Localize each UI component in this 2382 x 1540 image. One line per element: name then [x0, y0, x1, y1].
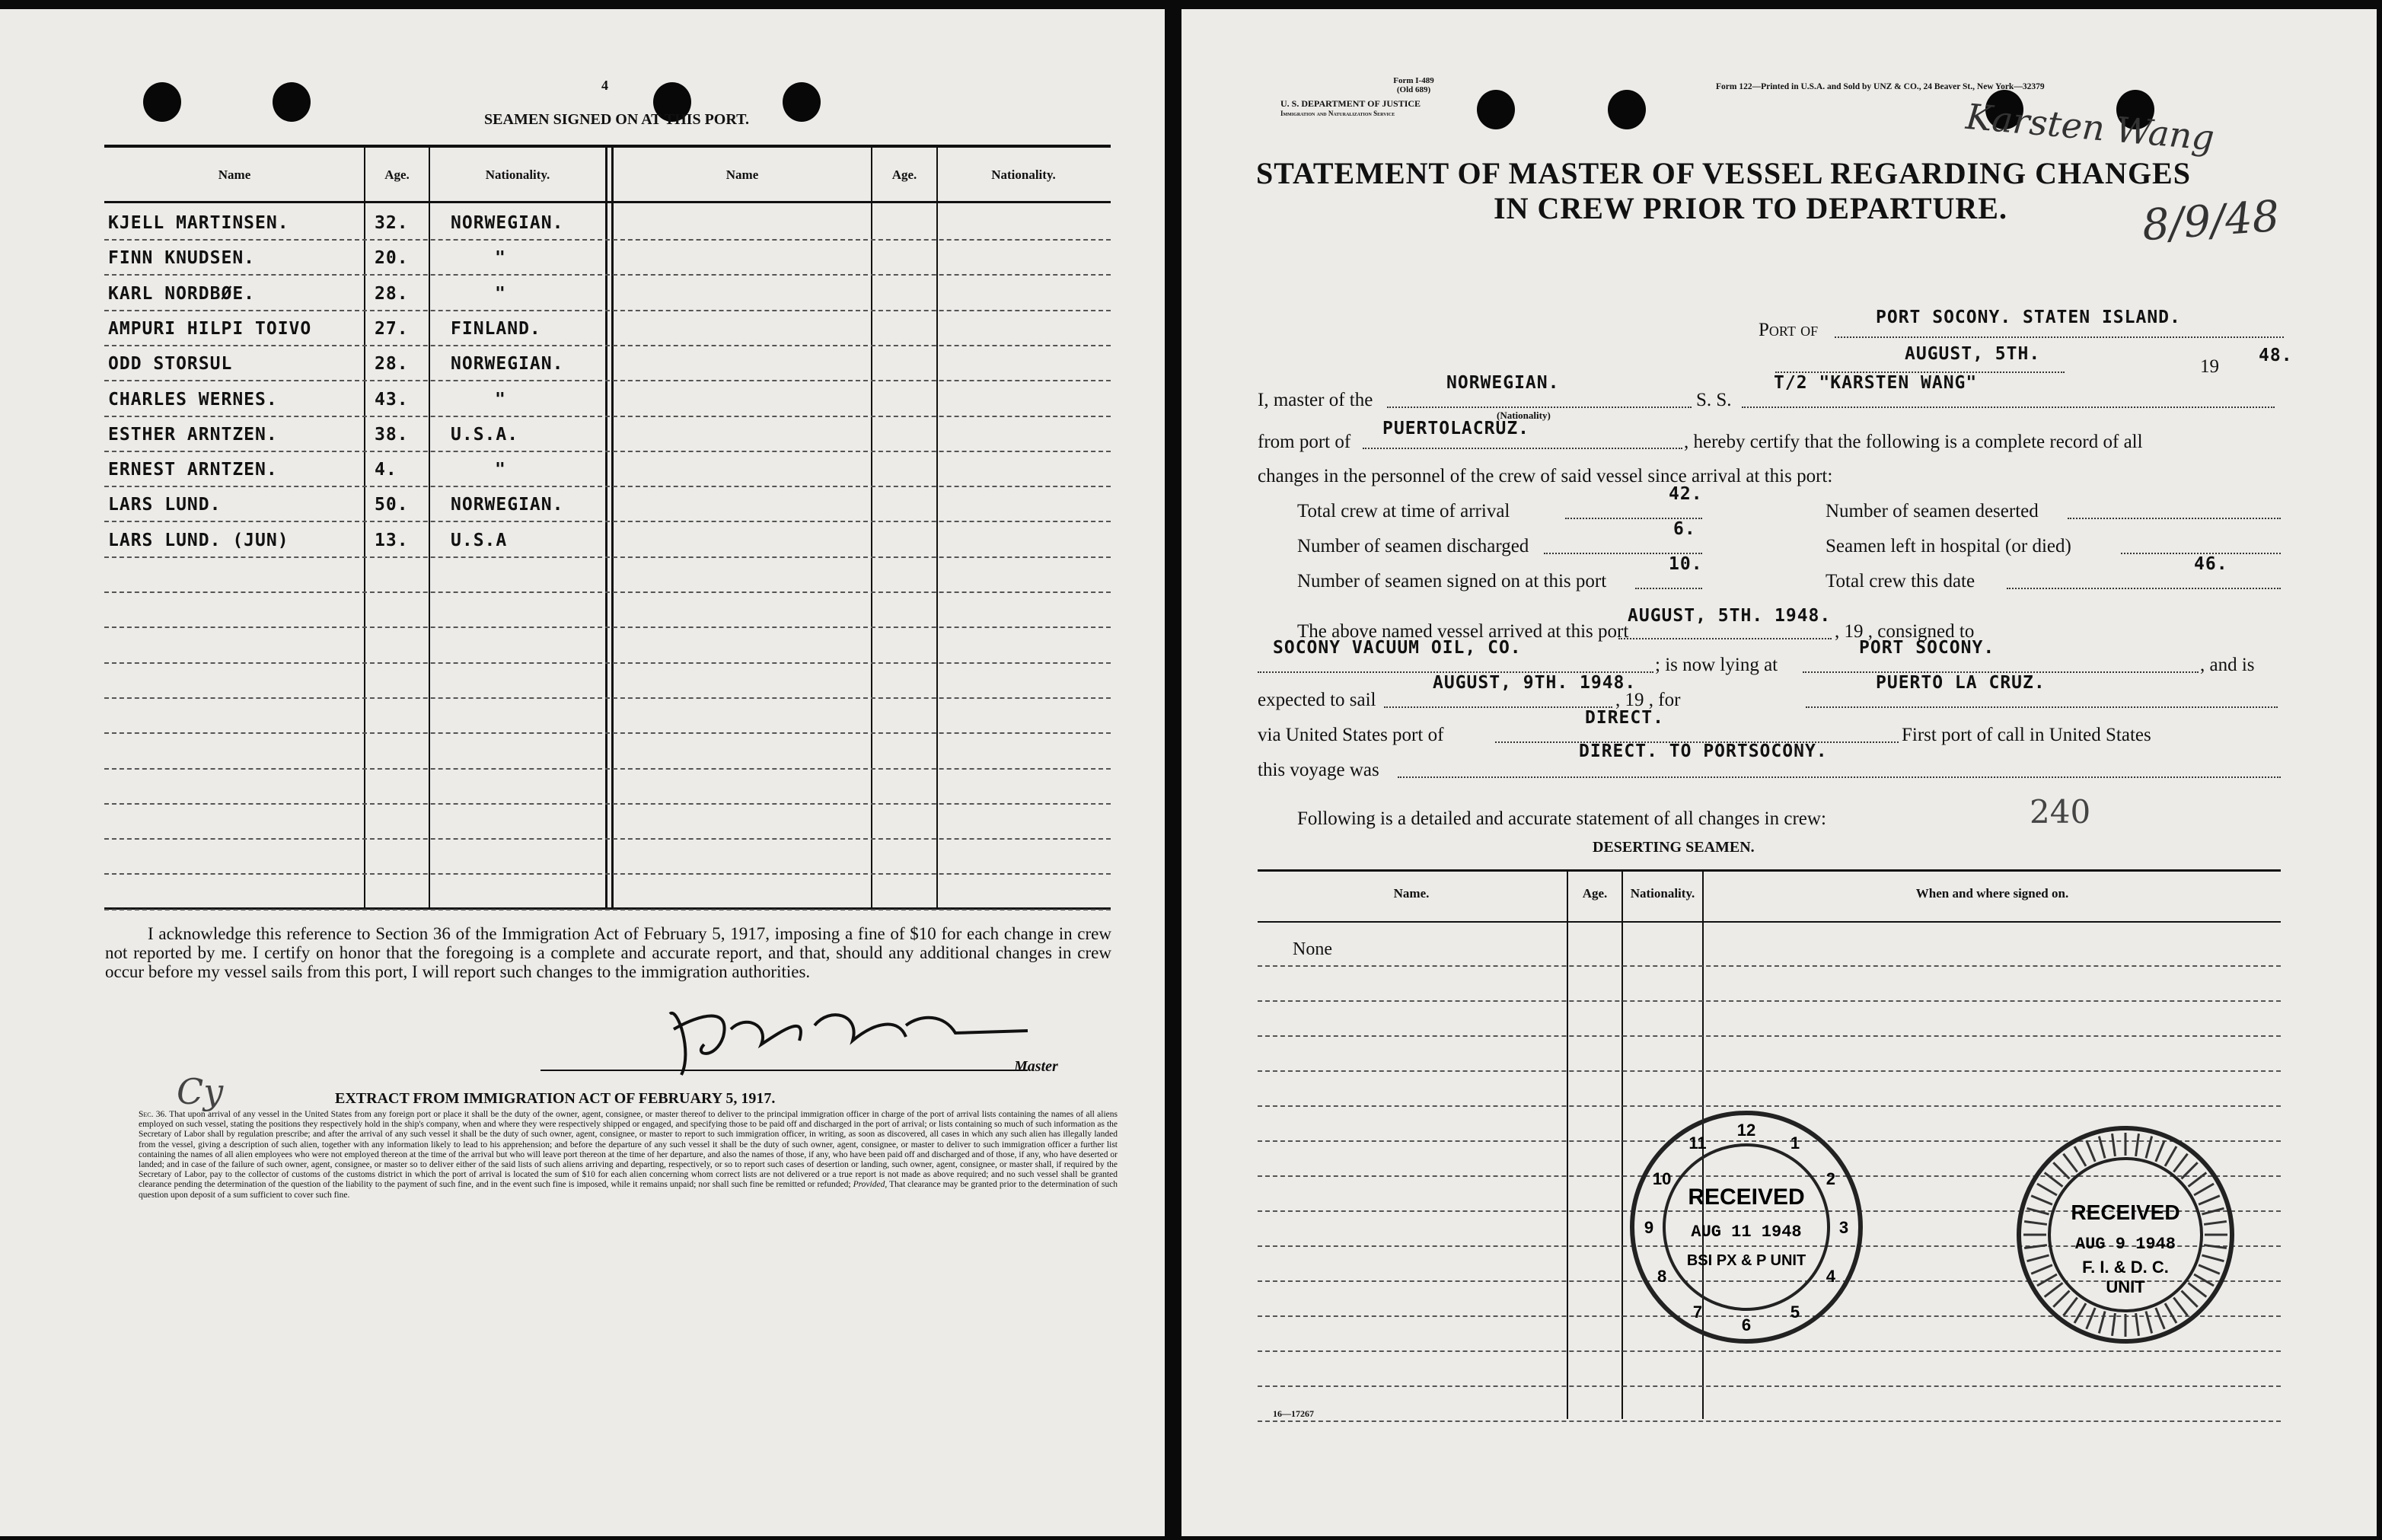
port-of-value: PORT SOCONY. STATEN ISLAND.: [1876, 308, 2181, 327]
row-rule: [104, 873, 1111, 875]
stamp-tick: [2063, 1298, 2077, 1316]
fill-line: [1384, 706, 1612, 708]
stamp2-received: RECEIVED: [2071, 1200, 2180, 1224]
expected-label: expected to sail: [1258, 690, 1376, 710]
row-rule: [104, 591, 1111, 593]
hospital-label: Seamen left in hospital (or died): [1826, 536, 2071, 556]
via-value: DIRECT.: [1585, 708, 1664, 728]
handwritten-date: 8/9/48: [2140, 191, 2282, 251]
total-today-value: 46.: [2194, 554, 2228, 574]
stamp-tick: [2146, 1137, 2152, 1159]
stamp-tick: [2199, 1196, 2220, 1204]
form-number-block: [1357, 76, 1471, 94]
service: Immigration and Naturalization Service: [1280, 110, 1395, 117]
seamen-signed-title: SEAMEN SIGNED ON AT THIS PORT.: [484, 111, 749, 128]
deserting-header-rule: [1258, 921, 2281, 923]
crew-nationality: U.S.A: [451, 530, 508, 550]
row-rule: [104, 451, 1111, 452]
crew-age: 4.: [375, 460, 397, 480]
punch-hole: [143, 82, 181, 122]
column-divider: [1567, 871, 1568, 1419]
column-divider: [936, 146, 938, 909]
extract-tail: That clearance may be granted prior to the determination of such question upon deposit of a sum sufficient to cover such fine.: [139, 1180, 1118, 1200]
deserted-label: Number of seamen deserted: [1826, 501, 2039, 521]
fill-line: [1635, 588, 1702, 589]
row-rule: [1258, 1385, 2281, 1387]
row-rule: [104, 627, 1111, 628]
crew-name: ERNEST ARNTZEN.: [108, 460, 278, 480]
stamp-tick: [2204, 1245, 2227, 1248]
deserting-header-name: Name.: [1393, 886, 1430, 901]
stamp1-unit: BSI PX & P UNIT: [1686, 1252, 1806, 1269]
crew-name: LARS LUND. (JUN): [108, 530, 289, 550]
stamp-clock-number: 5: [1790, 1302, 1800, 1322]
right-page: [1181, 9, 2377, 1536]
column-divider: [871, 146, 872, 909]
stamp-tick: [2063, 1154, 2077, 1172]
port-of-label: Port of: [1759, 320, 1819, 340]
stamp-tick: [2202, 1255, 2224, 1261]
fill-line: [1835, 336, 2284, 338]
ss-label: S. S.: [1696, 390, 1732, 410]
row-rule: [1258, 965, 2281, 967]
arrived-value: AUGUST, 5TH. 1948.: [1628, 606, 1832, 626]
fill-line: [1363, 448, 1682, 449]
row-rule: [1258, 1070, 2281, 1072]
stamp-tick: [2165, 1146, 2176, 1166]
fill-line: [1742, 407, 2275, 408]
fill-line: [1806, 706, 2278, 708]
stamp-tick: [2024, 1245, 2047, 1248]
stamp-tick: [2087, 1140, 2095, 1162]
stamp-clock-number: 2: [1826, 1169, 1835, 1188]
department-block: [1280, 99, 1421, 119]
footer-code: 16—17267: [1273, 1408, 1314, 1419]
stamp-tick: [2204, 1222, 2227, 1225]
stamp-tick: [2053, 1162, 2069, 1178]
stamp-clock-number: 11: [1688, 1133, 1707, 1153]
deserting-top-rule: [1258, 869, 2281, 872]
stamp-tick: [2194, 1184, 2214, 1195]
header-name: Name: [218, 167, 251, 182]
extract-body: [139, 1110, 1118, 1200]
from-port-label: from port of: [1258, 432, 1351, 452]
crew-age: 20.: [375, 248, 409, 269]
following-text: Following is a detailed and accurate statement of all changes in crew:: [1297, 808, 1826, 829]
row-rule: [1258, 1000, 2281, 1002]
stamp-tick: [2199, 1265, 2220, 1274]
row-rule: [104, 310, 1111, 311]
form-title-line1: STATEMENT OF MASTER OF VESSEL REGARDING CHANGES: [1256, 156, 2191, 190]
crew-name: ODD STORSUL: [108, 354, 233, 375]
fill-line: [1398, 776, 2281, 778]
fill-line: [1387, 407, 1692, 408]
crew-age: 50.: [375, 495, 409, 515]
for-value: PUERTO LA CRUZ.: [1876, 673, 2046, 693]
stamp2-unit-line1: F. I. & D. C.: [2082, 1258, 2169, 1277]
from-port-value: PUERTOLACRUZ.: [1382, 419, 1530, 438]
stamp-tick: [2045, 1283, 2063, 1296]
column-divider: [364, 146, 365, 909]
stamp-clock-number: 10: [1652, 1169, 1672, 1188]
nationality-caption: (Nationality): [1497, 410, 1551, 421]
master-signature: [540, 984, 1096, 1090]
row-rule: [104, 909, 1111, 910]
stamp-tick: [2099, 1137, 2105, 1159]
total-arrival-label: Total crew at time of arrival: [1297, 501, 1510, 521]
nationality-value: NORWEGIAN.: [1446, 373, 1560, 393]
date-value: AUGUST, 5TH.: [1905, 344, 2041, 364]
crew-name: CHARLES WERNES.: [108, 389, 278, 410]
crew-name: FINN KNUDSEN.: [108, 248, 256, 269]
crew-age: 27.: [375, 318, 409, 339]
stamp-tick: [2027, 1208, 2049, 1214]
row-rule: [104, 345, 1111, 346]
row-rule: [104, 803, 1111, 805]
crew-age: 28.: [375, 354, 409, 375]
stamp-tick: [2136, 1313, 2139, 1336]
deserting-none: None: [1293, 939, 1332, 959]
margin-note: Cy: [177, 1071, 224, 1112]
stamp-tick: [2024, 1222, 2047, 1225]
row-rule: [104, 838, 1111, 840]
crew-nationality: U.S.A.: [451, 424, 519, 445]
stamp-tick: [2189, 1172, 2207, 1186]
crew-age: 43.: [375, 389, 409, 410]
header-nationality: Nationality.: [485, 167, 550, 182]
crew-nationality: NORWEGIAN.: [451, 213, 564, 233]
crew-name: KJELL MARTINSEN.: [108, 213, 289, 233]
deserting-header-nationality: Nationality.: [1630, 886, 1695, 901]
consigned-text: , 19 , consigned to: [1835, 621, 1975, 642]
signed-value: 10.: [1669, 554, 1703, 574]
crew-age: 38.: [375, 424, 409, 445]
via-label: via United States port of: [1258, 725, 1444, 745]
lying-label: ; is now lying at: [1655, 655, 1778, 675]
certify-text: , hereby certify that the following is a complete record of all: [1684, 432, 2143, 452]
fill-line: [2007, 588, 2281, 589]
crew-nationality: ": [495, 283, 506, 304]
stamp-tick: [2113, 1313, 2116, 1336]
voyage-value: DIRECT. TO PORTSOCONY.: [1579, 741, 1828, 761]
form-old-number: (Old 689): [1396, 85, 1431, 94]
signed-label: Number of seamen signed on at this port: [1297, 571, 1607, 591]
crew-age: 28.: [375, 283, 409, 304]
form-number: Form I-489: [1393, 76, 1434, 85]
form-title-line2: IN CREW PRIOR TO DEPARTURE.: [1494, 191, 2007, 225]
stamp-tick: [2027, 1255, 2049, 1261]
stamp-clock-number: 7: [1692, 1302, 1703, 1322]
year-value: 48.: [2259, 346, 2293, 365]
table-header-rule: [104, 201, 1111, 203]
stamp-tick: [2037, 1274, 2057, 1286]
stamp-tick: [2087, 1308, 2095, 1329]
discharged-label: Number of seamen discharged: [1297, 536, 1529, 556]
handwritten-name: Karsten Wang: [1964, 95, 2216, 159]
stamp-tick: [2053, 1291, 2069, 1307]
row-rule: [104, 521, 1111, 522]
stamp-clock-number: 3: [1838, 1218, 1849, 1237]
deserting-header-age: Age.: [1582, 886, 1608, 901]
row-rule: [104, 380, 1111, 381]
master-of-label: I, master of the: [1258, 390, 1373, 410]
crew-name: KARL NORDBØE.: [108, 283, 256, 304]
voyage-label: this voyage was: [1258, 760, 1379, 780]
stamp-tick: [2099, 1311, 2105, 1333]
stamp-clock-number: 4: [1826, 1267, 1835, 1286]
extract-text: That upon arrival of any vessel in the United States from any foreign port or place it shall be the duty of the owner, agent, consignee, or master thereof to deliver to the principal immigration officer in charge of the port of arrival lists containing the names of all aliens employed on such vessel, stating the positions they respectively hold in the ship's company, when and where they were respectively shipped or engaged, and specifying those to be paid off and discharged in the port of arrival; or lists containing so much of such information as the Secretary of Labor shall by regulation prescribe; and after the arrival of any such vessel it shall be the duty of such owner, agent, consignee, or master to report to such immigration officer, in writing, as soon as discovered, all cases in which any such alien has illegally landed from the vessel, giving a description of such alien, together with any information likely to lead to his apprehension; and before the departure of any such vessel it shall be the duty of such owner, agent, consignee, or master to deliver to such immigration officer a further list containing the names of all alien employees who were not employed thereon at the time of the arrival but who will leave port thereon at the time of her departure, and also the names of those, if any, who have been paid off and discharged and of those, if any, who have deserted or landed; and in case of the failure of such owner, agent, consignee, or master so to deliver either of the said lists of such aliens arriving and departing, respectively, or so to report such cases of desertion or landing, such owner, agent, consignee, or master shall, if required by the Secretary of Labor, pay to the collector of customs of the customs district in which the port of arrival is located the sum of $10 for each alien concerning whom correct lists are not delivered or a true report is not made as above required; and no such vessel shall be granted clearance pending the determination of the question of the liability to the payment of such fine, and in the event such fine is imposed, while it remains unpaid; nor shall such fine be remitted or refunded;: [139, 1110, 1118, 1190]
discharged-value: 6.: [1673, 519, 1696, 539]
expected-value: AUGUST, 9TH. 1948.: [1433, 673, 1637, 693]
stamp-tick: [2182, 1291, 2198, 1307]
row-rule: [104, 274, 1111, 276]
total-arrival-value: 42.: [1669, 484, 1703, 504]
total-today-label: Total crew this date: [1826, 571, 1975, 591]
row-rule: [104, 732, 1111, 734]
stamp-clock-number: 12: [1736, 1121, 1756, 1140]
stamp-tick: [2194, 1274, 2214, 1286]
crew-nationality: ": [495, 389, 506, 410]
crew-nationality: FINLAND.: [451, 318, 541, 339]
column-divider: [1621, 871, 1623, 1419]
row-rule: [104, 768, 1111, 770]
stamp-tick: [2146, 1311, 2152, 1333]
changes-text: changes in the personnel of the crew of said vessel since arrival at this port:: [1258, 466, 1833, 486]
stamp-tick: [2156, 1140, 2164, 1162]
stamp-tick: [2136, 1133, 2139, 1156]
row-rule: [1258, 1035, 2281, 1037]
row-rule: [104, 697, 1111, 699]
row-rule: [104, 662, 1111, 664]
crew-nationality: NORWEGIAN.: [451, 495, 564, 515]
fill-line: [2068, 518, 2281, 519]
row-rule: [104, 416, 1111, 417]
stamp-tick: [2173, 1298, 2187, 1316]
column-divider: [429, 146, 430, 909]
crew-age: 32.: [375, 213, 409, 233]
header-age-2: Age.: [891, 167, 917, 182]
stamp-tick: [2031, 1196, 2052, 1204]
header-name-2: Name: [725, 167, 759, 182]
master-label: Master: [1014, 1058, 1058, 1075]
stamp-tick: [2074, 1303, 2086, 1323]
stamp-tick: [2156, 1308, 2164, 1329]
stamp-clock-number: 9: [1644, 1218, 1654, 1237]
deserting-header-signed: When and where signed on.: [1915, 886, 2069, 901]
stamp-tick: [2165, 1303, 2176, 1323]
punch-hole: [1477, 90, 1515, 129]
stamp-tick: [2182, 1162, 2198, 1178]
fill-line: [1618, 638, 1832, 639]
crew-age: 13.: [375, 530, 409, 550]
row-rule: [1258, 1420, 2281, 1422]
acknowledgment-text: I acknowledge this reference to Section 36 of the Immigration Act of February 5, 1917, imposing a fine of $10 for each change in crew not reported by me. I certify on honor that the foregoing is a complete and accurate report, and that, should any additional changes in crew occur before my vessel sails from this port, I will report such changes to the immigration authorities.: [105, 924, 1111, 981]
arrived-label: The above named vessel arrived at this port: [1297, 621, 1629, 642]
lying-value: PORT SOCONY.: [1859, 638, 1995, 658]
extract-section: Sec. 36.: [139, 1110, 167, 1119]
stamp-clock-number: 8: [1657, 1267, 1667, 1286]
crew-nationality: NORWEGIAN.: [451, 354, 564, 375]
stamp2-unit-line2: UNIT: [2106, 1277, 2145, 1296]
stamp-tick: [2189, 1283, 2207, 1296]
and-is-text: , and is: [2200, 655, 2255, 675]
ship-name: T/2 "KARSTEN WANG": [1774, 373, 1978, 393]
printer-line: Form 122—Printed in U.S.A. and Sold by UNZ & CO., 24 Beaver St., New York—32379: [1716, 82, 2045, 91]
for-label: , 19 , for: [1615, 690, 1681, 710]
received-stamp-2: [2011, 1121, 2240, 1349]
row-rule: [104, 239, 1111, 241]
header-nationality-2: Nationality.: [991, 167, 1056, 182]
stamp1-received: RECEIVED: [1688, 1184, 1805, 1210]
stamp-tick: [2037, 1184, 2057, 1195]
crew-nationality: ": [495, 248, 506, 269]
received-stamp-1: [1625, 1105, 1868, 1349]
stamp1-date: AUG 11 1948: [1691, 1223, 1802, 1242]
consignee-value: SOCONY VACUUM OIL, CO.: [1273, 638, 1522, 658]
first-port-text: First port of call in United States: [1902, 725, 2151, 745]
crew-nationality: ": [495, 460, 506, 480]
stamp2-date: AUG 9 1948: [2074, 1235, 2176, 1254]
row-rule: [1258, 1350, 2281, 1352]
faded-stamp-residue: [107, 1052, 426, 1070]
page-number: 4: [601, 78, 608, 93]
row-rule: [104, 556, 1111, 558]
deserting-title: DESERTING SEAMEN.: [1593, 839, 1755, 856]
punch-hole: [273, 82, 311, 122]
column-divider: [611, 146, 614, 909]
column-divider: [605, 146, 607, 909]
crew-name: ESTHER ARNTZEN.: [108, 424, 278, 445]
header-age: Age.: [384, 167, 410, 182]
handwritten-number: 240: [2030, 793, 2091, 831]
year-prefix: 19: [2200, 356, 2219, 377]
stamp-tick: [2031, 1265, 2052, 1274]
extract-title: EXTRACT FROM IMMIGRATION ACT OF FEBRUARY 5, 1917.: [335, 1090, 776, 1107]
stamp-tick: [2045, 1172, 2063, 1186]
left-page: [0, 9, 1165, 1536]
crew-name: LARS LUND.: [108, 495, 222, 515]
stamp-tick: [2173, 1154, 2187, 1172]
crew-name: AMPURI HILPI TOIVO: [108, 318, 312, 339]
stamp-clock-number: 6: [1741, 1315, 1752, 1334]
stamp-clock-number: 1: [1790, 1133, 1800, 1153]
department: U. S. DEPARTMENT OF JUSTICE: [1280, 98, 1421, 109]
stamp-tick: [2113, 1133, 2116, 1156]
table-top-rule: [104, 145, 1111, 148]
extract-provided: Provided,: [853, 1180, 888, 1190]
stamp-tick: [2202, 1208, 2224, 1214]
stamp-tick: [2074, 1146, 2086, 1166]
row-rule: [104, 486, 1111, 487]
punch-hole: [1608, 90, 1646, 129]
